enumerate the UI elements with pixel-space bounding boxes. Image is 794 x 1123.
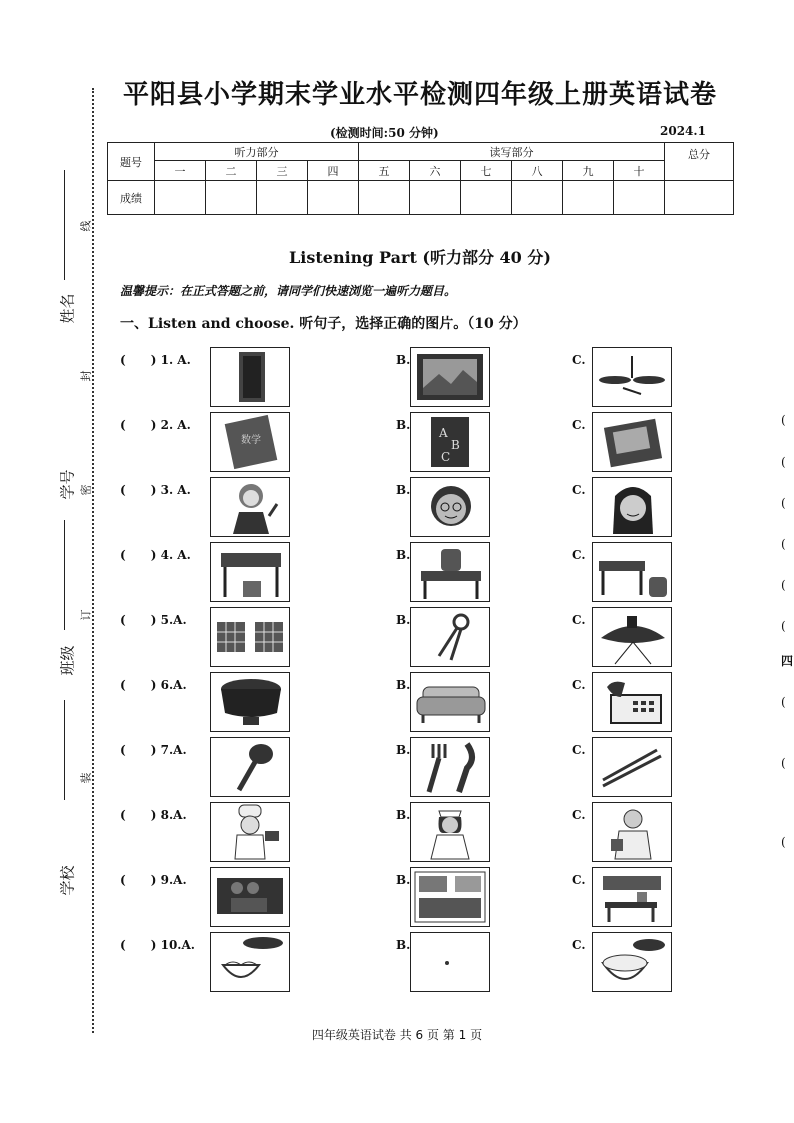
total-score-cell[interactable]	[665, 181, 734, 215]
svg-text:C: C	[441, 450, 451, 464]
fork-knife-icon[interactable]	[410, 737, 490, 797]
question-row	[120, 867, 680, 929]
storybook-icon[interactable]	[592, 412, 672, 472]
cook-icon[interactable]	[210, 802, 290, 862]
option-label-b: B.	[396, 548, 411, 562]
clipped-paren: (	[781, 835, 786, 849]
column-header: 四	[308, 161, 359, 181]
spoon-icon[interactable]	[210, 737, 290, 797]
score-table	[107, 142, 734, 215]
option-label-b: B.	[396, 483, 411, 497]
clipped-paren: (	[781, 756, 786, 770]
girl-long-hair-icon[interactable]	[592, 477, 672, 537]
option-label-c: C.	[572, 613, 586, 627]
question-number[interactable]: ( ) 7.A.	[120, 743, 187, 757]
binding-mark: 封	[79, 370, 93, 382]
chopsticks-icon[interactable]	[592, 737, 672, 797]
kite-icon[interactable]	[592, 607, 672, 667]
living-room-icon[interactable]	[210, 867, 290, 927]
blank-picture-icon[interactable]	[410, 932, 490, 992]
page-footer: 四年级英语试卷 共 6 页 第 1 页	[311, 1028, 483, 1042]
score-cell[interactable]	[461, 181, 512, 215]
section-one-instruction: 一、Listen and choose. 听句子，选择正确的图片。（10 分）	[120, 316, 527, 332]
score-cell[interactable]	[257, 181, 308, 215]
column-header: 二	[206, 161, 257, 181]
binding-mark: 装	[79, 772, 93, 784]
score-cell[interactable]	[563, 181, 614, 215]
math-book-icon[interactable]	[210, 412, 290, 472]
question-number[interactable]: ( ) 5.A.	[120, 613, 187, 627]
question-number[interactable]: ( ) 6.A.	[120, 678, 187, 692]
question-number[interactable]: ( ) 8.A.	[120, 808, 187, 822]
option-label-b: B.	[396, 418, 411, 432]
name-label: 姓名	[58, 293, 77, 324]
clipped-paren: (	[781, 455, 786, 469]
score-cell[interactable]	[155, 181, 206, 215]
question-number[interactable]: ( ) 1. A.	[120, 353, 191, 367]
column-header: 八	[512, 161, 563, 181]
exam-title: 平阳县小学期末学业水平检测四年级上册英语试卷	[122, 80, 717, 110]
question-row	[120, 542, 680, 604]
clipped-paren: (	[781, 619, 786, 633]
girl-waving-icon[interactable]	[210, 477, 290, 537]
student-id-write-line	[64, 520, 65, 630]
bag-under-desk-icon[interactable]	[210, 542, 290, 602]
clipped-paren: (	[781, 695, 786, 709]
english-book-icon[interactable]	[410, 412, 490, 472]
question-row	[120, 672, 680, 734]
question-row	[120, 737, 680, 799]
nurse-icon[interactable]	[410, 802, 490, 862]
option-label-b: B.	[396, 353, 411, 367]
question-row	[120, 607, 680, 669]
picture-frame-icon[interactable]	[410, 347, 490, 407]
score-cell[interactable]	[359, 181, 410, 215]
option-label-b: B.	[396, 873, 411, 887]
school-label: 学校	[58, 865, 77, 896]
column-header: 六	[410, 161, 461, 181]
question-number[interactable]: ( ) 9.A.	[120, 873, 187, 887]
question-row	[120, 347, 680, 409]
keys-icon[interactable]	[410, 607, 490, 667]
svg-text:数学: 数学	[241, 435, 261, 446]
rice-icon[interactable]	[592, 932, 672, 992]
bag-on-desk-icon[interactable]	[410, 542, 490, 602]
question-number[interactable]: ( ) 3. A.	[120, 483, 191, 497]
binding-strip	[0, 0, 105, 1123]
column-header: 九	[563, 161, 614, 181]
table-icon[interactable]	[210, 672, 290, 732]
bag-beside-desk-icon[interactable]	[592, 542, 672, 602]
question-row	[120, 412, 680, 474]
option-label-b: B.	[396, 938, 411, 952]
score-cell[interactable]	[410, 181, 461, 215]
option-label-c: C.	[572, 418, 586, 432]
binding-mark: 订	[79, 609, 93, 621]
option-label-c: C.	[572, 483, 586, 497]
total-score-header: 总分	[665, 143, 734, 181]
column-header: 一	[155, 161, 206, 181]
option-label-c: C.	[572, 678, 586, 692]
kitchen-icon[interactable]	[410, 867, 490, 927]
option-label-c: C.	[572, 743, 586, 757]
name-write-line	[64, 170, 65, 280]
column-header: 七	[461, 161, 512, 181]
score-cell[interactable]	[512, 181, 563, 215]
student-id-label: 学号	[58, 469, 77, 500]
binding-mark: 密	[79, 484, 93, 496]
option-label-b: B.	[396, 613, 411, 627]
fan-icon[interactable]	[592, 347, 672, 407]
listening-group-header: 听力部分	[155, 143, 359, 161]
class-write-line	[64, 700, 65, 800]
listening-tip: 温馨提示：在正式答题之前，请同学们快速浏览一遍听力题目。	[120, 284, 457, 298]
option-label-c: C.	[572, 548, 586, 562]
score-cell[interactable]	[614, 181, 665, 215]
question-number-label: 题号	[108, 143, 155, 181]
exam-date: 2024.1	[660, 124, 706, 138]
svg-text:B: B	[451, 438, 460, 452]
listening-heading: Listening Part (听力部分 40 分)	[289, 248, 551, 267]
reading-group-header: 读写部分	[359, 143, 665, 161]
question-row	[120, 932, 680, 994]
option-label-b: B.	[396, 743, 411, 757]
door-icon[interactable]	[210, 347, 290, 407]
sofa-icon[interactable]	[410, 672, 490, 732]
clipped-paren: (	[781, 578, 786, 592]
clipped-paren: (	[781, 496, 786, 510]
clipped-paren: (	[781, 413, 786, 427]
question-number[interactable]: ( ) 10.A.	[120, 938, 195, 952]
doctor-icon[interactable]	[592, 802, 672, 862]
class-label: 班级	[58, 645, 77, 676]
noodles-icon[interactable]	[210, 932, 290, 992]
option-label-c: C.	[572, 938, 586, 952]
binding-mark: 线	[79, 220, 93, 232]
question-number[interactable]: ( ) 4. A.	[120, 548, 191, 562]
question-row	[120, 802, 680, 864]
option-label-c: C.	[572, 873, 586, 887]
clipped-section-char: 四	[781, 654, 794, 668]
exam-duration: (检测时间:50 分钟)	[330, 126, 439, 140]
phone-icon[interactable]	[592, 672, 672, 732]
boy-glasses-icon[interactable]	[410, 477, 490, 537]
column-header: 五	[359, 161, 410, 181]
option-label-b: B.	[396, 808, 411, 822]
svg-text:A: A	[439, 426, 448, 440]
score-row-label: 成绩	[108, 181, 155, 215]
option-label-c: C.	[572, 808, 586, 822]
study-icon[interactable]	[592, 867, 672, 927]
question-row	[120, 477, 680, 539]
option-label-b: B.	[396, 678, 411, 692]
question-number[interactable]: ( ) 2. A.	[120, 418, 191, 432]
score-cell[interactable]	[308, 181, 359, 215]
rubiks-cubes-icon[interactable]	[210, 607, 290, 667]
column-header: 十	[614, 161, 665, 181]
clipped-paren: (	[781, 537, 786, 551]
score-cell[interactable]	[206, 181, 257, 215]
column-header: 三	[257, 161, 308, 181]
option-label-c: C.	[572, 353, 586, 367]
